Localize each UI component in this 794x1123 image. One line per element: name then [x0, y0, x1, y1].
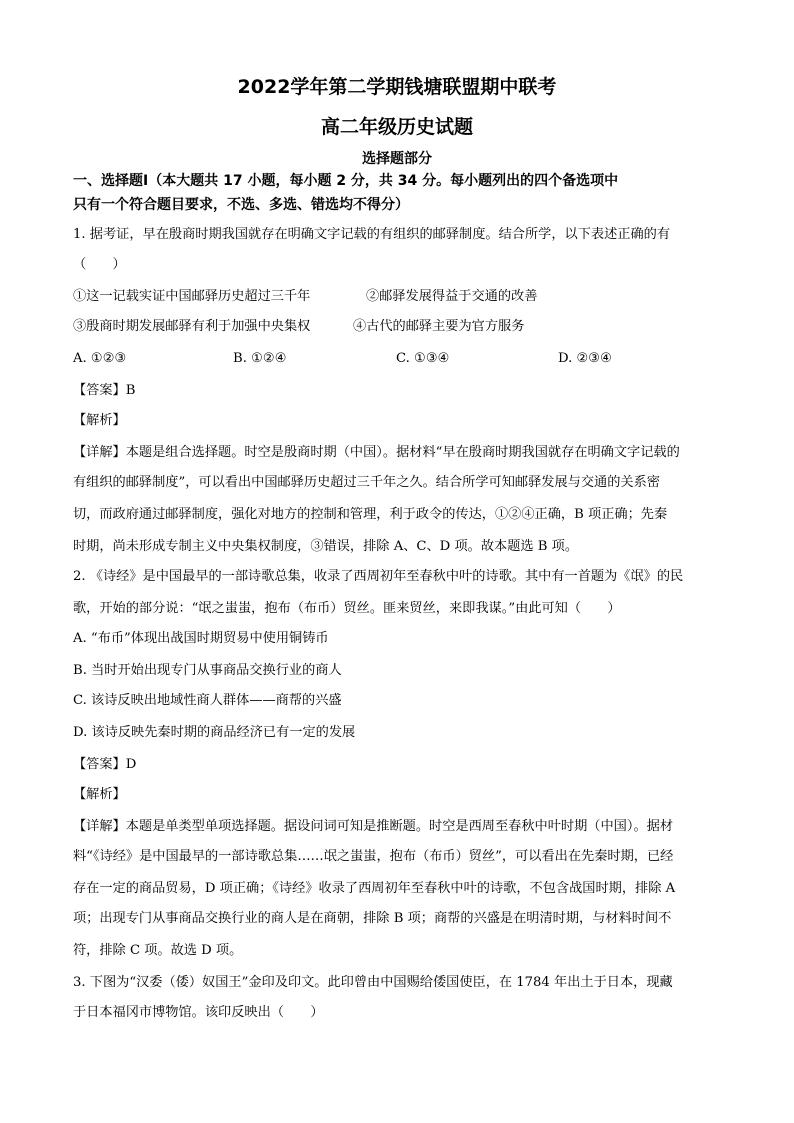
q3-stem-line-1: 3. 下图为“汉委（倭）奴国王”金印及印文。此印曾由中国赐给倭国使臣，在 1784 年出土于日本，现藏: [73, 975, 673, 990]
instructions-line-1: 一、选择题Ⅰ（本大题共 17 小题，每小题 2 分，共 34 分。每小题列出的四个备选项中: [73, 173, 619, 189]
q1-stem-line-2: （ ）: [73, 257, 126, 272]
exam-title: 2022学年第二学期钱塘联盟期中联考: [237, 76, 557, 98]
q1-statement-4: ④古代的邮驿主要为官方服务: [353, 319, 525, 334]
q1-option-a: A. ①②③: [73, 351, 127, 366]
q2-answer: 【答案】D: [73, 757, 137, 772]
q2-option-b: B. 当时开始出现专门从事商品交换行业的商人: [73, 663, 342, 678]
q1-statement-1: ①这一记载实证中国邮驿历史超过三千年: [73, 289, 311, 304]
q3-stem-line-2: 于日本福冈市博物馆。该印反映出（ ）: [73, 1005, 324, 1020]
q1-option-c: C. ①③④: [396, 351, 450, 366]
q2-detail-line-3: 存在一定的商品贸易，D 项正确；《诗经》收录了西周初年至春秋中叶的诗歌，不包含战国时期，排除 A: [73, 881, 676, 896]
q1-option-d: D. ②③④: [558, 351, 612, 366]
q1-detail-line-2: 有组织的邮驿制度”，可以看出中国邮驿历史超过三千年之久。结合所学可知邮驿发展与交通的关系密: [73, 475, 660, 490]
q2-option-d: D. 该诗反映先秦时期的商品经济已有一定的发展: [73, 725, 356, 740]
instructions-line-2: 只有一个符合题目要求，不选、多选、错选均不得分）: [73, 197, 409, 213]
exam-subtitle: 高二年级历史试题: [320, 116, 473, 138]
q1-analysis-label: 【解析】: [73, 413, 126, 428]
q1-detail-line-3: 切，而政府通过邮驿制度，强化对地方的控制和管理，利于政令的传达，①②④正确，B 项正确；先秦: [73, 507, 668, 522]
q1-option-b: B. ①②④: [233, 351, 287, 366]
q2-stem-line-2: 歌，开始的部分说：“氓之蚩蚩，抱布（布币）贸丝。匪来贸丝，来即我谋。”由此可知（ ）: [73, 601, 621, 616]
q2-detail-line-2: 料“《诗经》是中国最早的一部诗歌总集……氓之蚩蚩，抱布（布币）贸丝”，可以看出在先秦时期，已经: [73, 849, 674, 864]
q1-statement-2: ②邮驿发展得益于交通的改善: [366, 289, 538, 304]
q2-detail-line-1: 【详解】本题是单类型单项选择题。据设问词可知是推断题。时空是西周至春秋中叶时期（中国）。据材: [73, 819, 674, 834]
q1-stem-line-1: 1. 据考证，早在殷商时期我国就存在明确文字记载的有组织的邮驿制度。结合所学，以下表述正确的有: [73, 227, 671, 242]
q1-answer: 【答案】B: [73, 383, 136, 398]
q2-detail-line-4: 项；出现专门从事商品交换行业的商人是在商朝，排除 B 项；商帮的兴盛是在明清时期，与材料时间不: [73, 911, 672, 926]
q1-detail-line-1: 【详解】本题是组合选择题。时空是殷商时期（中国）。据材料“早在殷商时期我国就存在明确文字记载的: [73, 445, 680, 460]
q2-option-c: C. 该诗反映出地域性商人群体——商帮的兴盛: [73, 693, 342, 708]
q1-detail-line-4: 时期，尚未形成专制主义中央集权制度，③错误，排除 A、C、D 项。故本题选 B 项。: [73, 539, 579, 554]
q2-detail-line-5: 符，排除 C 项。故选 D 项。: [73, 943, 243, 958]
q2-stem-line-1: 2. 《诗经》是中国最早的一部诗歌总集，收录了西周初年至春秋中叶的诗歌。其中有一首题为《氓》的民: [73, 569, 684, 584]
section-heading: 选择题部分: [362, 151, 432, 167]
q2-option-a: A. “布币”体现出战国时期贸易中使用铜铸币: [73, 631, 329, 646]
q1-statement-3: ③殷商时期发展邮驿有利于加强中央集权: [73, 319, 311, 334]
q2-analysis-label: 【解析】: [73, 787, 126, 802]
